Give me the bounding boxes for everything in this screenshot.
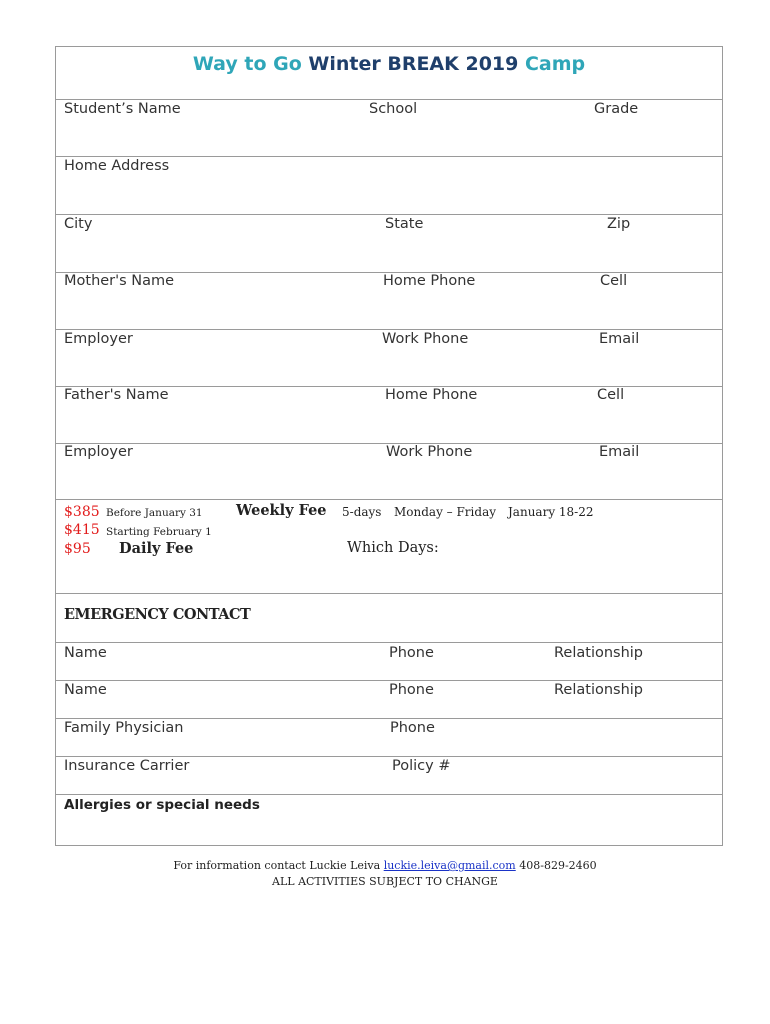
registration-form bbox=[55, 46, 723, 846]
father-work-phone-label: Work Phone bbox=[386, 444, 473, 460]
contact1-relationship-label: Relationship bbox=[554, 645, 644, 661]
allergies-row[interactable] bbox=[56, 795, 722, 845]
zip-label: Zip bbox=[607, 216, 631, 232]
footer-contact-line bbox=[0, 859, 770, 872]
mother-name-label: Mother's Name bbox=[64, 273, 175, 289]
days-count: 5-days bbox=[342, 505, 382, 519]
early-deadline-note: Before January 31 bbox=[106, 507, 203, 519]
mother-email-label: Email bbox=[599, 331, 640, 347]
mother-row[interactable] bbox=[56, 273, 722, 330]
weekly-fee-label: Weekly Fee bbox=[236, 502, 327, 519]
footer-notice: ALL ACTIVITIES SUBJECT TO CHANGE bbox=[272, 875, 498, 888]
footer-contact-text: For information contact Luckie Leiva bbox=[173, 859, 381, 872]
camp-dates: January 18-22 bbox=[508, 505, 594, 519]
mother-home-phone-label: Home Phone bbox=[383, 273, 476, 289]
father-employer-label: Employer bbox=[64, 444, 133, 460]
daily-fee-label: Daily Fee bbox=[119, 540, 194, 557]
city-label: City bbox=[64, 216, 93, 232]
title-way-to-go: Way to Go bbox=[192, 53, 302, 75]
contact1-phone-label: Phone bbox=[389, 645, 434, 661]
school-label: School bbox=[369, 101, 418, 117]
father-email-label: Email bbox=[599, 444, 640, 460]
fee-section[interactable] bbox=[56, 500, 722, 594]
father-home-phone-label: Home Phone bbox=[385, 387, 478, 403]
policy-number-label: Policy # bbox=[392, 758, 451, 774]
insurance-carrier-label: Insurance Carrier bbox=[64, 758, 190, 774]
title-winter-break: Winter BREAK 2019 bbox=[308, 53, 519, 75]
daily-price: $95 bbox=[64, 541, 91, 557]
contact2-relationship-label: Relationship bbox=[554, 682, 644, 698]
grade-label: Grade bbox=[594, 101, 639, 117]
insurance-row[interactable] bbox=[56, 757, 722, 795]
contact-email-link[interactable]: luckie.leiva@gmail.com bbox=[383, 859, 516, 872]
city-row[interactable] bbox=[56, 215, 722, 273]
address-row[interactable] bbox=[56, 157, 722, 215]
late-start-note: Starting February 1 bbox=[106, 526, 212, 538]
mother-cell-label: Cell bbox=[600, 273, 628, 289]
contact2-phone-label: Phone bbox=[389, 682, 434, 698]
mother-employer-label: Employer bbox=[64, 331, 133, 347]
mother-work-phone-label: Work Phone bbox=[382, 331, 469, 347]
weekly-price-early: $385 bbox=[64, 504, 100, 520]
physician-row[interactable] bbox=[56, 719, 722, 757]
emergency-contact-row-2[interactable] bbox=[56, 681, 722, 719]
contact1-name-label: Name bbox=[64, 645, 107, 661]
allergies-label: Allergies or special needs bbox=[64, 797, 260, 813]
student-name-label: Student’s Name bbox=[64, 101, 181, 117]
emergency-heading-row bbox=[56, 594, 722, 643]
mother-employer-row[interactable] bbox=[56, 330, 722, 387]
father-row[interactable] bbox=[56, 387, 722, 444]
day-range: Monday – Friday bbox=[394, 505, 496, 519]
home-address-label: Home Address bbox=[64, 158, 170, 174]
contact-phone: 408-829-2460 bbox=[519, 859, 597, 872]
contact2-name-label: Name bbox=[64, 682, 107, 698]
family-physician-label: Family Physician bbox=[64, 720, 184, 736]
father-cell-label: Cell bbox=[597, 387, 625, 403]
physician-phone-label: Phone bbox=[390, 720, 435, 736]
father-name-label: Father's Name bbox=[64, 387, 169, 403]
title-camp: Camp bbox=[524, 53, 586, 75]
student-row[interactable] bbox=[56, 99, 722, 157]
weekly-price-late: $415 bbox=[64, 522, 100, 538]
emergency-contact-heading: EMERGENCY CONTACT bbox=[64, 606, 251, 623]
which-days-label: Which Days: bbox=[347, 540, 439, 556]
state-label: State bbox=[385, 216, 424, 232]
father-employer-row[interactable] bbox=[56, 444, 722, 500]
form-title bbox=[56, 47, 722, 100]
emergency-contact-row-1[interactable] bbox=[56, 643, 722, 681]
